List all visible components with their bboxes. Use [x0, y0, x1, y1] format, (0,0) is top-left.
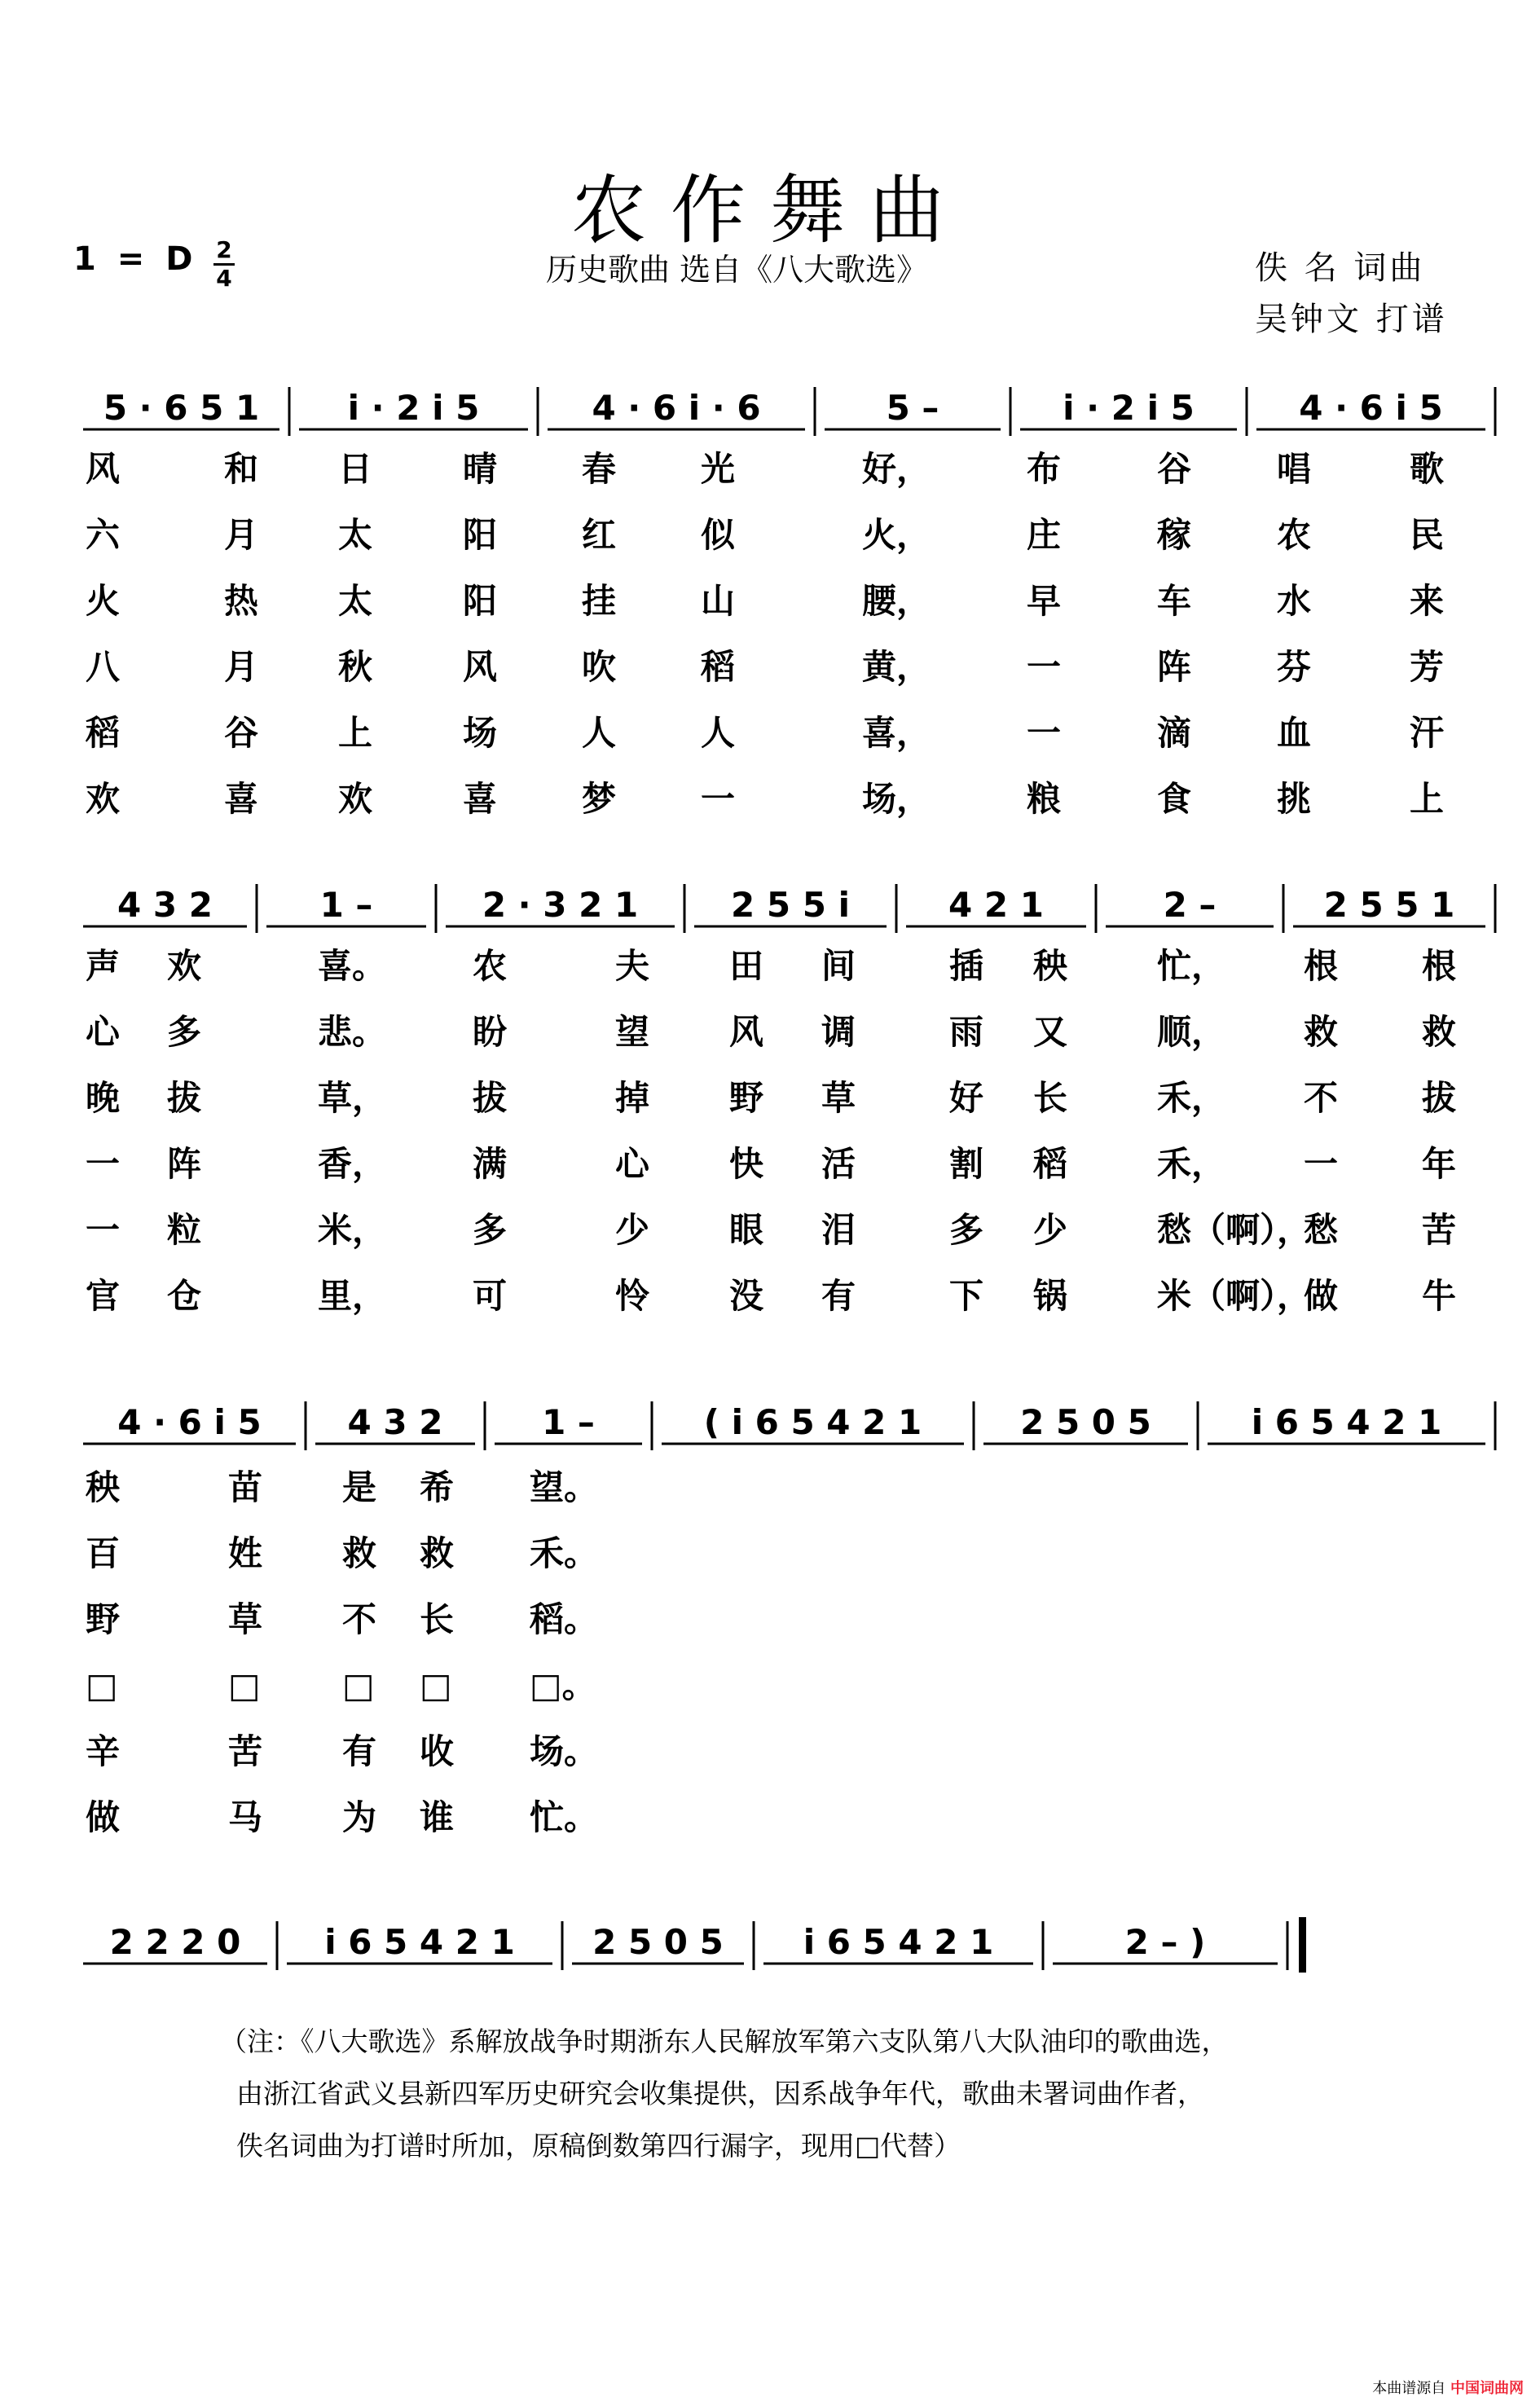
- lyric-syllable: 长: [1033, 1078, 1068, 1118]
- lyric-syllable: 火: [86, 581, 121, 621]
- lyric-syllable: 救: [342, 1533, 377, 1573]
- lyric-syllable: 民: [1410, 515, 1445, 555]
- measure-notes: 4 · 6 i 5: [1299, 388, 1443, 428]
- lyric-syllable: 下: [949, 1276, 984, 1316]
- lyric-syllable: 谁: [420, 1797, 455, 1837]
- lyric-syllable: 场，: [862, 779, 931, 819]
- lyric-syllable: 上: [1410, 779, 1445, 819]
- lyric-syllable: 水: [1277, 581, 1312, 621]
- measure-notes: i · 2 i 5: [1063, 388, 1195, 428]
- lyric-syllable: 阳: [463, 581, 498, 621]
- lyric-syllable: 光: [701, 449, 736, 489]
- lyric-syllable: 顺，: [1157, 1012, 1226, 1052]
- measure-notes: ( i 6 5 4 2 1: [703, 1402, 922, 1442]
- lyric-syllable: 唱: [1277, 449, 1312, 489]
- lyric-syllable: 百: [86, 1533, 121, 1573]
- lyric-syllable: 掉: [615, 1078, 650, 1118]
- lyric-syllable: 月: [224, 647, 259, 687]
- lyric-syllable: 月: [224, 515, 259, 555]
- lyric-syllable: 草: [228, 1599, 263, 1639]
- lyric-syllable: 救: [420, 1533, 455, 1573]
- lyric-syllable: 根: [1422, 946, 1457, 986]
- lyric-syllable: 有: [342, 1731, 377, 1771]
- lyric-syllable: 风: [463, 647, 498, 687]
- lyric-syllable: 姓: [228, 1533, 263, 1573]
- lyric-syllable: 稼: [1157, 515, 1192, 555]
- lyric-syllable: 滴: [1157, 713, 1192, 753]
- lyric-syllable: 是: [342, 1467, 377, 1507]
- measure-notes: 2 5 5 1: [1323, 885, 1455, 925]
- lyric-syllable: 做: [1304, 1276, 1339, 1316]
- lyric-syllable: 人: [701, 713, 736, 753]
- lyric-syllable: 稻: [701, 647, 736, 687]
- lyric-syllable: 八: [86, 647, 121, 687]
- lyric-syllable: 农: [473, 946, 508, 986]
- measure-notes: i 6 5 4 2 1: [324, 1922, 515, 1962]
- lyric-syllable: 似: [701, 515, 736, 555]
- measure-notes: 2 2 2 0: [109, 1922, 241, 1962]
- lyric-syllable: 山: [701, 581, 736, 621]
- lyric-syllable: 怜: [615, 1276, 650, 1316]
- lyric-syllable: 快: [729, 1144, 764, 1184]
- lyric-syllable: 庄: [1027, 515, 1062, 555]
- lyric-syllable: 来: [1410, 581, 1445, 621]
- lyric-syllable: 欢: [167, 946, 202, 986]
- lyric-syllable: 稻: [1033, 1144, 1068, 1184]
- lyric-syllable: 太: [338, 581, 373, 621]
- lyric-syllable: 早: [1027, 581, 1062, 621]
- lyric-syllable: 做: [86, 1797, 121, 1837]
- lyric-syllable: 车: [1157, 581, 1192, 621]
- lyric-syllable: 喜，: [862, 713, 931, 753]
- measure-notes: 2 5 5 i: [731, 885, 850, 925]
- score-system: [83, 1401, 1495, 1837]
- lyric-syllable: 日: [338, 449, 373, 489]
- lyric-syllable: 多: [949, 1210, 984, 1250]
- lyric-syllable: 秋: [338, 647, 373, 687]
- lyric-syllable: 禾。: [530, 1533, 599, 1573]
- lyric-syllable: 禾，: [1157, 1078, 1226, 1118]
- lyric-syllable: 望。: [530, 1467, 599, 1507]
- lyric-syllable: 风: [86, 449, 121, 489]
- measure-notes: 1 –: [542, 1402, 595, 1442]
- footer-source: [1372, 2377, 1524, 2398]
- lyric-syllable: 吹: [582, 647, 617, 687]
- lyric-syllable: 晚: [86, 1078, 121, 1118]
- lyric-syllable: 多: [473, 1210, 508, 1250]
- lyric-syllable: 少: [1033, 1210, 1068, 1250]
- lyric-syllable: 夫: [615, 946, 650, 986]
- lyric-syllable: 雨: [949, 1012, 984, 1052]
- lyric-syllable: 秧: [86, 1467, 121, 1507]
- lyric-syllable: 草: [821, 1078, 856, 1118]
- final-barline: [1299, 1917, 1306, 1973]
- score-system: [83, 387, 1495, 819]
- measure-notes: 1 –: [319, 885, 373, 925]
- lyric-syllable: 一: [1027, 647, 1062, 687]
- lyric-syllable: 风: [729, 1012, 764, 1052]
- lyric-syllable: 血: [1277, 713, 1312, 753]
- lyric-syllable: 为: [342, 1797, 377, 1837]
- lyric-syllable: 收: [420, 1731, 455, 1771]
- lyric-syllable: 火，: [862, 515, 931, 555]
- lyric-syllable: 一: [86, 1210, 121, 1250]
- lyric-syllable: 割: [949, 1144, 984, 1184]
- lyric-syllable: 农: [1277, 515, 1312, 555]
- lyric-syllable: 稻: [86, 713, 121, 753]
- lyric-syllable: 禾，: [1157, 1144, 1226, 1184]
- measure-notes: 2 5 0 5: [1020, 1402, 1151, 1442]
- lyric-syllable: 根: [1304, 946, 1339, 986]
- song-title: 农作舞曲: [570, 167, 969, 254]
- lyric-syllable: 一: [701, 779, 736, 819]
- lyric-syllable: 红: [582, 515, 617, 555]
- note-line-3: 佚名词曲为打谱时所加，原稿倒数第四行漏字，现用□代替）: [236, 2130, 961, 2162]
- lyric-syllable: 欢: [86, 779, 121, 819]
- lyric-syllable: 喜: [463, 779, 498, 819]
- lyric-syllable: 苦: [228, 1731, 263, 1771]
- measure-notes: 4 3 2: [347, 1402, 443, 1442]
- lyric-syllable: 拔: [473, 1078, 508, 1118]
- lyric-syllable: 一: [1304, 1144, 1339, 1184]
- measure-notes: i 6 5 4 2 1: [1251, 1402, 1442, 1442]
- footer-site-name: 中国词曲网: [1450, 2380, 1524, 2397]
- lyric-syllable: 梦: [582, 779, 617, 819]
- lyric-syllable: □: [228, 1665, 261, 1705]
- lyric-syllable: 野: [86, 1599, 121, 1639]
- lyric-syllable: 心: [615, 1144, 650, 1184]
- lyric-syllable: □: [420, 1665, 452, 1705]
- lyric-syllable: 芳: [1410, 647, 1445, 687]
- lyric-syllable: 一: [1027, 713, 1062, 753]
- lyric-syllable: 歌: [1410, 449, 1445, 489]
- lyric-syllable: 热: [224, 581, 259, 621]
- lyric-syllable: 满: [473, 1144, 508, 1184]
- lyric-syllable: 不: [342, 1599, 377, 1639]
- lyric-syllable: 愁（啊），: [1157, 1210, 1312, 1250]
- time-signature-bottom: 4: [216, 265, 232, 292]
- measure-notes: 2 –: [1163, 885, 1217, 925]
- lyric-syllable: 芬: [1277, 647, 1312, 687]
- lyric-syllable: 间: [821, 946, 856, 986]
- subtitle: 历史歌曲 选自《八大歌选》: [546, 252, 928, 288]
- lyric-syllable: 救: [1304, 1012, 1339, 1052]
- lyric-syllable: 晴: [463, 449, 498, 489]
- lyric-syllable: 场: [463, 713, 498, 753]
- score-system: [83, 884, 1495, 1316]
- lyric-syllable: 挑: [1277, 779, 1312, 819]
- lyric-syllable: 插: [949, 946, 984, 986]
- lyric-syllable: 锅: [1033, 1276, 1068, 1316]
- lyric-syllable: 米（啊），: [1157, 1276, 1312, 1316]
- lyric-syllable: 活: [821, 1144, 856, 1184]
- lyric-syllable: 黄，: [862, 647, 931, 687]
- lyric-syllable: 辛: [86, 1731, 121, 1771]
- lyric-syllable: 场。: [530, 1731, 599, 1771]
- lyric-syllable: □。: [530, 1665, 596, 1705]
- note-line-1: （注：《八大歌选》系解放战争时期浙东人民解放军第六支队第八大队油印的歌曲选，: [220, 2026, 1229, 2057]
- lyric-syllable: 可: [473, 1276, 508, 1316]
- lyric-syllable: 粮: [1027, 779, 1062, 819]
- lyric-syllable: 和: [224, 449, 259, 489]
- measure-notes: 5 –: [886, 388, 939, 428]
- lyric-syllable: 六: [86, 515, 121, 555]
- lyric-syllable: 忙，: [1157, 946, 1226, 986]
- lyric-syllable: 望: [615, 1012, 650, 1052]
- lyric-syllable: 长: [420, 1599, 455, 1639]
- lyric-syllable: 草，: [318, 1078, 387, 1118]
- lyric-syllable: 仓: [167, 1276, 202, 1316]
- lyric-syllable: 声: [86, 946, 121, 986]
- lyric-syllable: 阳: [463, 515, 498, 555]
- lyric-syllable: 马: [228, 1797, 263, 1837]
- lyric-syllable: 苗: [228, 1467, 263, 1507]
- measure-notes: i 6 5 4 2 1: [803, 1922, 994, 1962]
- lyric-syllable: 不: [1304, 1078, 1339, 1118]
- lyric-syllable: 田: [729, 946, 764, 986]
- lyric-syllable: 有: [821, 1276, 856, 1316]
- lyric-syllable: 眼: [729, 1210, 764, 1250]
- lyric-syllable: 悲。: [318, 1012, 387, 1052]
- lyric-syllable: 谷: [224, 713, 259, 753]
- lyric-syllable: 多: [167, 1012, 202, 1052]
- measure-notes: 5 · 6 5 1: [103, 388, 260, 428]
- measure-notes: 4 · 6 i · 6: [592, 388, 761, 428]
- lyricist-composer-credit: 佚 名 词曲: [1255, 249, 1426, 287]
- lyric-syllable: 阵: [1157, 647, 1192, 687]
- lyric-syllable: 苦: [1422, 1210, 1457, 1250]
- time-signature-top: 2: [216, 236, 232, 263]
- lyric-syllable: 人: [582, 713, 617, 753]
- key-signature: 1 = D: [73, 240, 198, 278]
- lyric-syllable: 上: [338, 713, 373, 753]
- lyric-syllable: 汗: [1410, 713, 1445, 753]
- measure-notes: 4 · 6 i 5: [117, 1402, 262, 1442]
- lyric-syllable: □: [342, 1665, 375, 1705]
- lyric-syllable: 盼: [473, 1012, 508, 1052]
- lyric-syllable: 泪: [821, 1210, 856, 1250]
- lyric-syllable: 腰，: [862, 581, 931, 621]
- lyric-syllable: 又: [1033, 1012, 1068, 1052]
- lyric-syllable: 布: [1027, 449, 1062, 489]
- lyric-syllable: 里，: [318, 1276, 387, 1316]
- lyric-syllable: 粒: [167, 1210, 202, 1250]
- score-layer: [83, 387, 1495, 1973]
- lyric-syllable: 少: [615, 1210, 650, 1250]
- lyric-syllable: 牛: [1422, 1276, 1457, 1316]
- lyric-syllable: 稻。: [530, 1599, 599, 1639]
- lyric-syllable: 救: [1422, 1012, 1457, 1052]
- measure-notes: 2 · 3 2 1: [482, 885, 639, 925]
- lyric-syllable: 年: [1422, 1144, 1457, 1184]
- measure-notes: 2 5 0 5: [592, 1922, 724, 1962]
- lyric-syllable: 没: [729, 1276, 764, 1316]
- lyric-syllable: 忙。: [530, 1797, 599, 1837]
- lyric-syllable: 希: [420, 1467, 455, 1507]
- lyric-syllable: 拔: [1422, 1078, 1457, 1118]
- lyric-syllable: 春: [582, 449, 617, 489]
- lyric-syllable: 官: [86, 1276, 121, 1316]
- score-system: [83, 1917, 1306, 1973]
- lyric-syllable: 谷: [1157, 449, 1192, 489]
- note-line-2: 由浙江省武义县新四军历史研究会收集提供，因系战争年代，歌曲未署词曲作者，: [236, 2078, 1204, 2109]
- lyric-syllable: 秧: [1033, 946, 1068, 986]
- lyric-syllable: 喜。: [318, 946, 387, 986]
- measure-notes: i · 2 i 5: [347, 388, 480, 428]
- lyric-syllable: 心: [86, 1012, 121, 1052]
- lyric-syllable: 调: [821, 1012, 856, 1052]
- measure-notes: 2 – ): [1124, 1922, 1206, 1962]
- lyric-syllable: 太: [338, 515, 373, 555]
- lyric-syllable: 米，: [318, 1210, 387, 1250]
- lyric-syllable: 野: [729, 1078, 764, 1118]
- measure-notes: 4 2 1: [948, 885, 1044, 925]
- lyric-syllable: 好: [949, 1078, 984, 1118]
- transcriber-credit: 吴钟文 打谱: [1255, 301, 1448, 338]
- lyric-syllable: □: [86, 1665, 118, 1705]
- lyric-syllable: 挂: [582, 581, 617, 621]
- lyric-syllable: 阵: [167, 1144, 202, 1184]
- lyric-syllable: 一: [86, 1144, 121, 1184]
- lyric-syllable: 欢: [338, 779, 373, 819]
- lyric-syllable: 香，: [318, 1144, 387, 1184]
- lyric-syllable: 拔: [167, 1078, 202, 1118]
- lyric-syllable: 愁: [1304, 1210, 1339, 1250]
- lyric-syllable: 喜: [224, 779, 259, 819]
- lyric-syllable: 好，: [862, 449, 931, 489]
- measure-notes: 4 3 2: [117, 885, 213, 925]
- footer-source-label: 本曲谱源自: [1372, 2380, 1446, 2397]
- lyric-syllable: 食: [1157, 779, 1192, 819]
